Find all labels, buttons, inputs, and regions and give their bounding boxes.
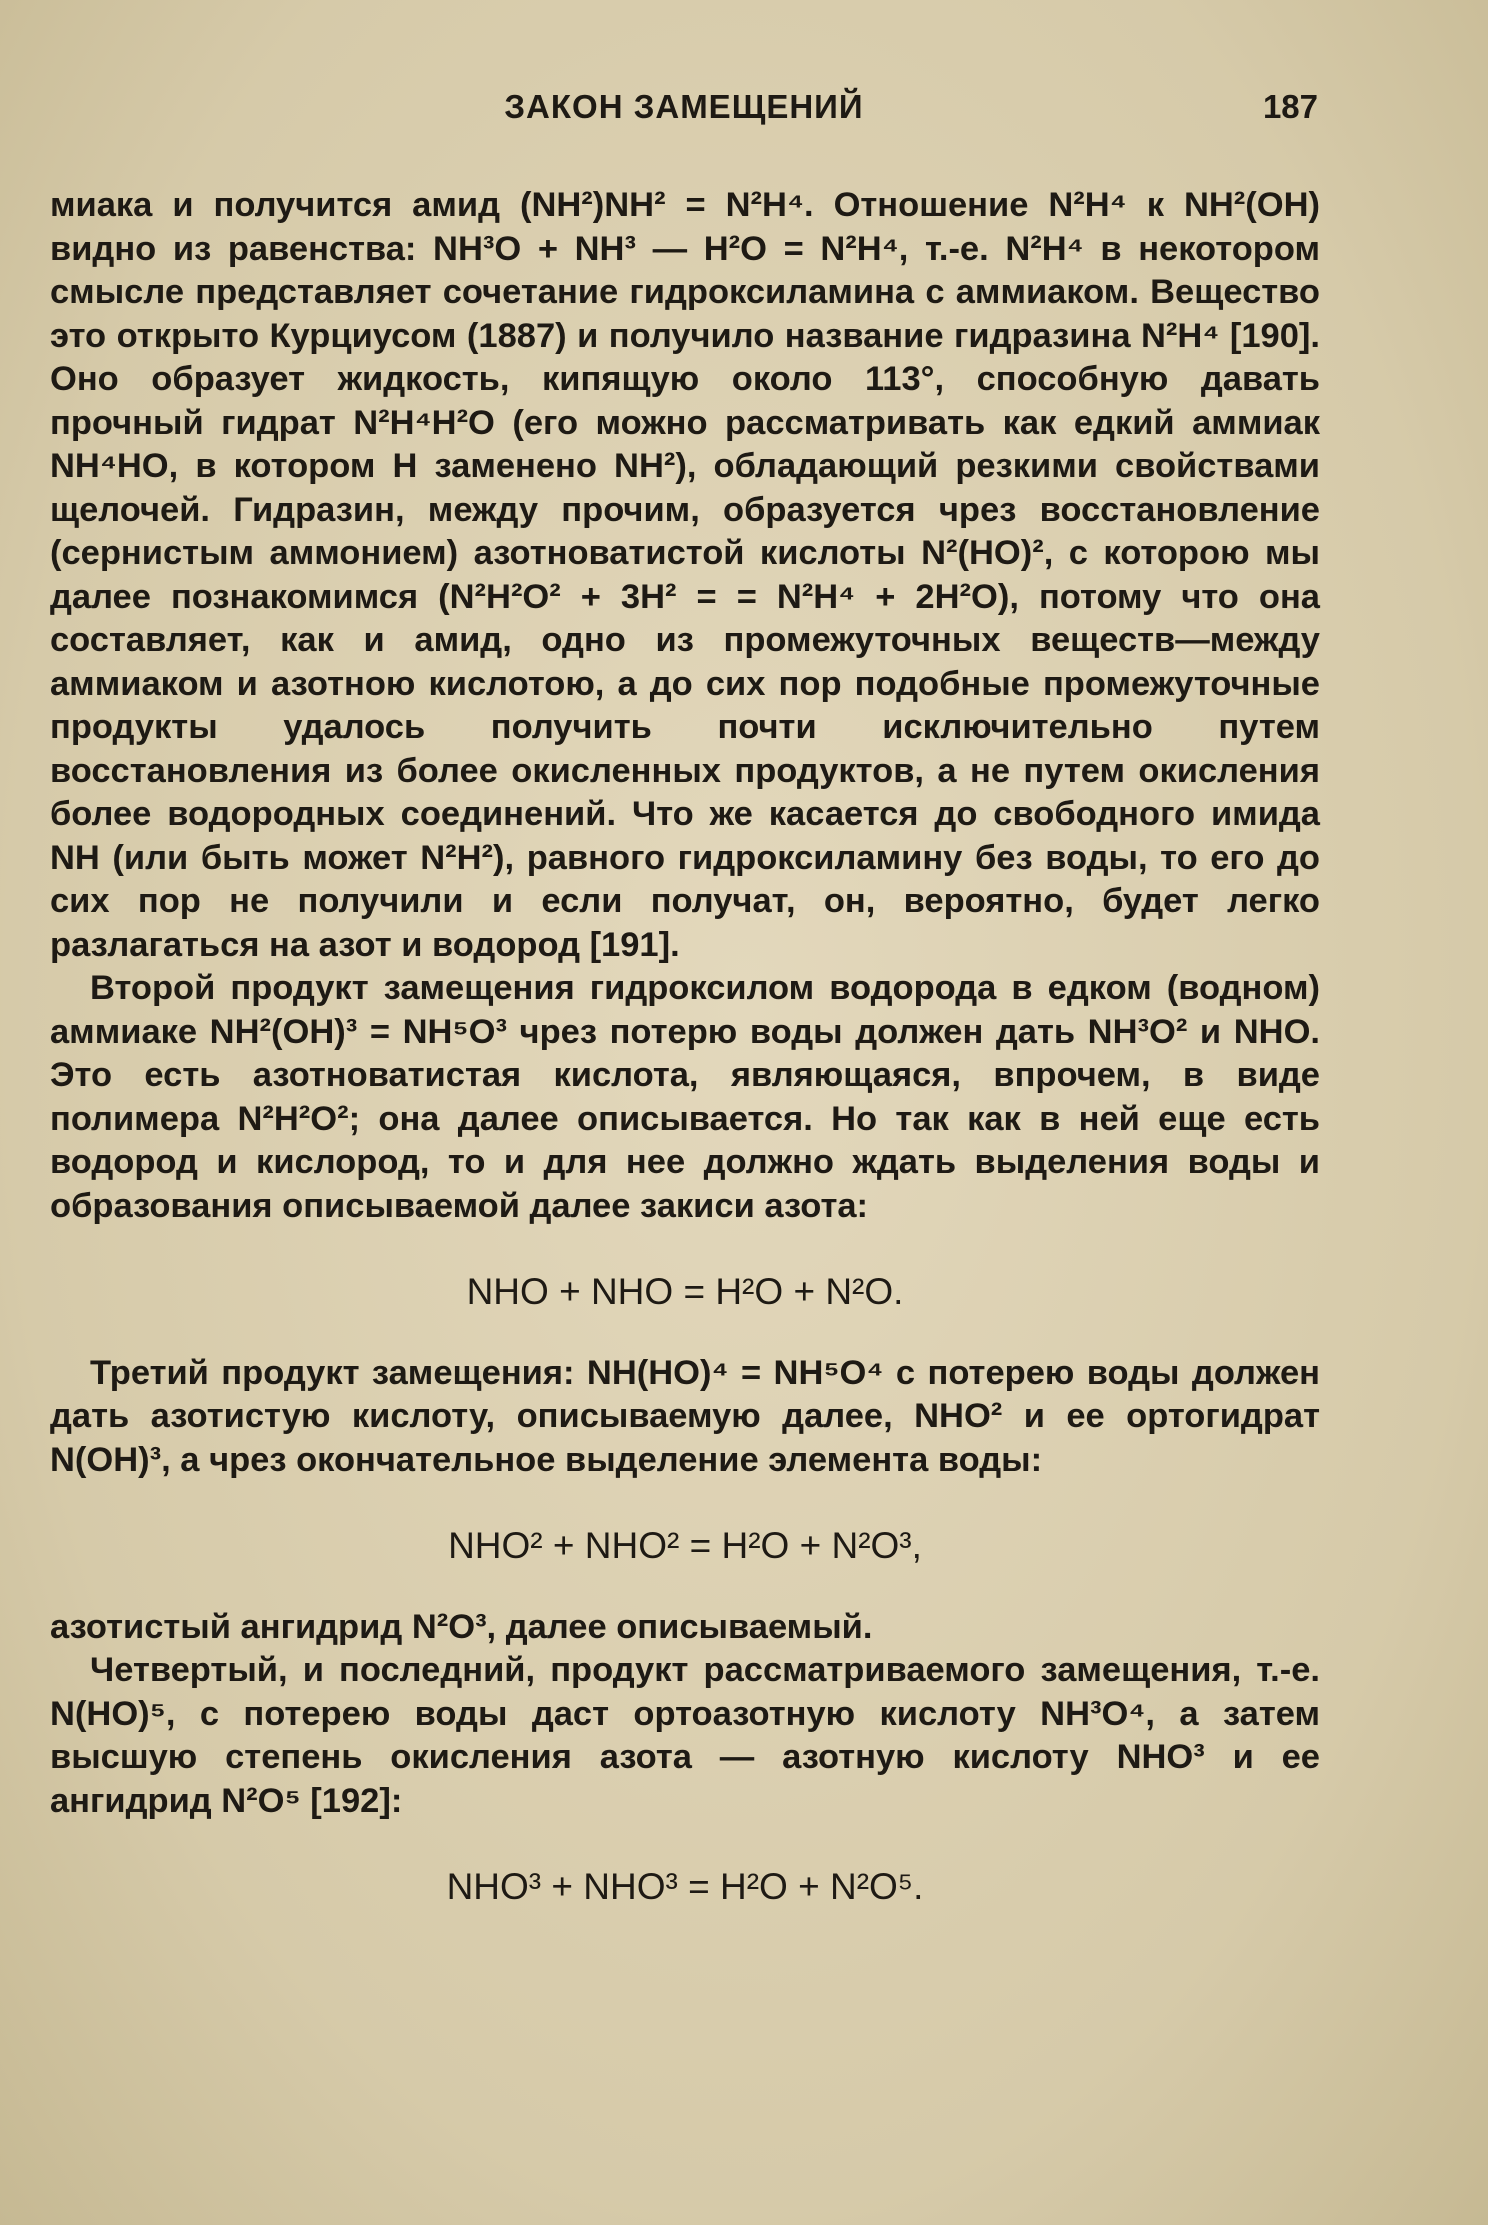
paragraph-4: азотистый ангидрид N²O³, далее описываемый.	[50, 1607, 873, 1646]
page-body	[50, 184, 1320, 1947]
page-number: 187	[1262, 88, 1318, 125]
formula-3: NHO³ + NHO³ = H²O + N²O⁵.	[446, 1866, 924, 1907]
chapter-title: ЗАКОН ЗАМЕЩЕНИЙ	[504, 88, 864, 125]
formula-1: NHO + NHO = H²O + N²O.	[466, 1271, 904, 1312]
formula-2: NHO² + NHO² = H²O + N²O³,	[448, 1525, 922, 1566]
paragraph-5: Четвертый, и последний, продукт рассматриваемого замещения, т.-е. N(HO)⁵, с потерею воды даст ортоазотную кислоту NH³O⁴, а затем высшую степень окисления азота — азотную кислоту NHO³ и ее ангидрид N²O⁵ [192]:	[50, 1651, 1320, 1820]
running-header	[50, 88, 1318, 138]
paragraph-3: Третий продукт замещения: NH(HO)⁴ = NH⁵O⁴ с потерею воды должен дать азотистую кислоту, описываемую далее, NHO² и ее ортогидрат N(OH)³, а чрез окончательное выделение элемента воды:	[50, 1353, 1320, 1479]
paragraph-2: Второй продукт замещения гидроксилом водорода в едком (водном) аммиаке NH²(OH)³ = NH⁵O³ чрез потерю воды должен дать NH³O² и NHO. Это есть азотноватистая кислота, являющаяся, впрочем, в виде полимера N²H²O²; она далее описывается. Но так как в ней еще есть водород и кислород, то и для нее должно ждать выделения воды и образования описываемой далее закиси азота:	[50, 969, 1320, 1225]
paragraph-1: миака и получится амид (NH²)NH² = N²H⁴. Отношение N²H⁴ к NH²(OH) видно из равенства: NH³O + NH³ — H²O = N²H⁴, т.-е. N²H⁴ в некотором смысле представляет сочетание гидроксиламина с аммиаком. Вещество это открыто Курциусом (1887) и получило название гидразина N²H⁴ [190]. Оно образует жидкость, кипящую около 113°, способную давать прочный гидрат N²H⁴H²O (его можно рассматривать как едкий аммиак NH⁴HO, в котором H заменено NH²), обладающий резкими свойствами щелочей. Гидразин, между прочим, образуется чрез восстановление (сернистым аммонием) азотноватистой кислоты N²(HO)², с которою мы далее познакомимся (N²H²O² + 3H² = = N²H⁴ + 2H²O), потому что она составляет, как и амид, одно из промежуточных веществ—между аммиаком и азотною кислотою, а до сих пор подобные промежуточные продукты удалось получить почти исключительно путем восстановления из более окисленных продуктов, а не путем окисления более водородных соединений. Что же касается до свободного имида NH (или быть может N²H²), равного гидроксиламину без воды, то его до сих пор не получили и если получат, он, вероятно, будет легко разлагаться на азот и водород [191].	[50, 186, 1320, 964]
